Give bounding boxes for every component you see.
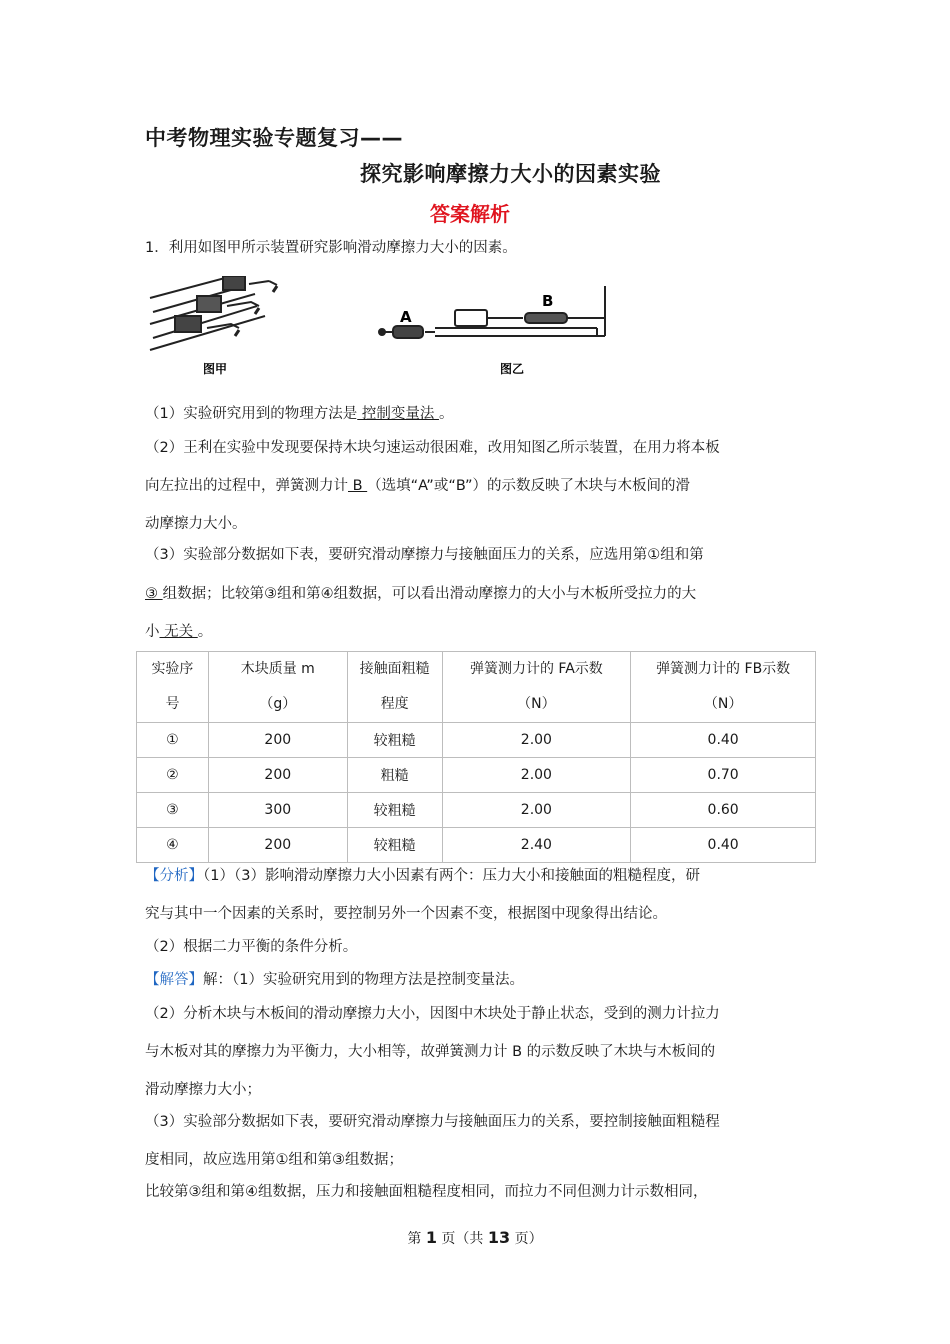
solution-line-2: （2）分析木块与木板间的滑动摩擦力大小，因图中木块处于静止状态，受到的测力计拉力 — [145, 1006, 720, 1022]
analysis-line-1: 【分析】（1）（3）影响滑动摩擦力大小因素有两个：压力大小和接触面的粗糙程度，研 — [145, 868, 700, 884]
data-table — [136, 651, 816, 863]
question-2-line-3: 动摩擦力大小。 — [145, 516, 247, 532]
header-cell: 接触面粗糙 程度 — [347, 652, 442, 723]
question-2-line-2: 向左拉出的过程中，弹簧测力计 B （选填“A”或“B”）的示数反映了木块与木板间的滑 — [145, 478, 691, 494]
apparatus-figure — [145, 276, 615, 386]
title-line-1: 中考物理实验专题复习—— — [145, 126, 403, 150]
solution-tag: 【解答】 — [145, 972, 203, 988]
solution-line-1: 【解答】解：（1）实验研究用到的物理方法是控制变量法。 — [145, 972, 524, 988]
table-row: ② 200 粗糙 2.00 0.70 — [137, 758, 816, 793]
table-row: ① 200 较粗糙 2.00 0.40 — [137, 723, 816, 758]
label-figure-jia: 图甲 — [203, 362, 228, 376]
answer-3a: ③ — [145, 586, 163, 602]
header-cell: 弹簧测力计的 FB示数 （N） — [631, 652, 816, 723]
figure-yi — [379, 286, 605, 338]
answer-1: 控制变量法 — [357, 406, 439, 422]
figure-jia — [150, 276, 277, 350]
analysis-line-3: （2）根据二力平衡的条件分析。 — [145, 939, 358, 955]
header-cell: 木块质量 m （g） — [208, 652, 347, 723]
title-line-2: 探究影响摩擦力大小的因素实验 — [360, 162, 661, 186]
table-row: ④ 200 较粗糙 2.40 0.40 — [137, 828, 816, 863]
table-header-row — [137, 652, 816, 723]
question-3-line-2: ③ 组数据；比较第③组和第④组数据，可以看出滑动摩擦力的大小与木板所受拉力的大 — [145, 586, 697, 602]
solution-line-5: （3）实验部分数据如下表，要研究滑动摩擦力与接触面压力的关系，要控制接触面粗糙程 — [145, 1114, 720, 1130]
page-footer: 第 1 页（共 13 页） — [407, 1228, 543, 1247]
question-1: （1）实验研究用到的物理方法是 控制变量法 。 — [145, 406, 454, 422]
analysis-line-2: 究与其中一个因素的关系时，要控制另外一个因素不变，根据图中现象得出结论。 — [145, 906, 667, 922]
solution-line-4: 滑动摩擦力大小； — [145, 1082, 261, 1098]
answer-2: B — [348, 478, 368, 494]
answer-heading: 答案解析 — [430, 202, 510, 226]
solution-line-6: 度相同，故应选用第①组和第③组数据； — [145, 1152, 403, 1168]
analysis-tag: 【分析】 — [145, 868, 203, 884]
header-cell: 实验序 号 — [137, 652, 209, 723]
label-figure-yi: 图乙 — [500, 362, 525, 376]
page-number: 1 — [425, 1228, 437, 1247]
page-total: 13 — [487, 1228, 511, 1247]
question-2-line-1: （2）王利在实验中发现要保持木块匀速运动很困难，改用知图乙所示装置，在用力将本板 — [145, 440, 720, 456]
solution-line-3: 与木板对其的摩擦力为平衡力，大小相等，故弹簧测力计 B 的示数反映了木块与木板间的 — [145, 1044, 716, 1060]
header-cell: 弹簧测力计的 FA示数 （N） — [442, 652, 631, 723]
solution-line-7: 比较第③组和第④组数据，压力和接触面粗糙程度相同，而拉力不同但测力计示数相同， — [145, 1184, 708, 1200]
label-a: A — [400, 308, 412, 326]
answer-3b: 无关 — [159, 624, 198, 640]
question-3-line-1: （3）实验部分数据如下表，要研究滑动摩擦力与接触面压力的关系，应选用第①组和第 — [145, 547, 704, 563]
question-3-line-3: 小 无关 。 — [145, 624, 213, 640]
table-row: ③ 300 较粗糙 2.00 0.60 — [137, 793, 816, 828]
question-stem: 1．利用如图甲所示装置研究影响滑动摩擦力大小的因素。 — [145, 240, 517, 256]
label-b: B — [542, 292, 554, 310]
